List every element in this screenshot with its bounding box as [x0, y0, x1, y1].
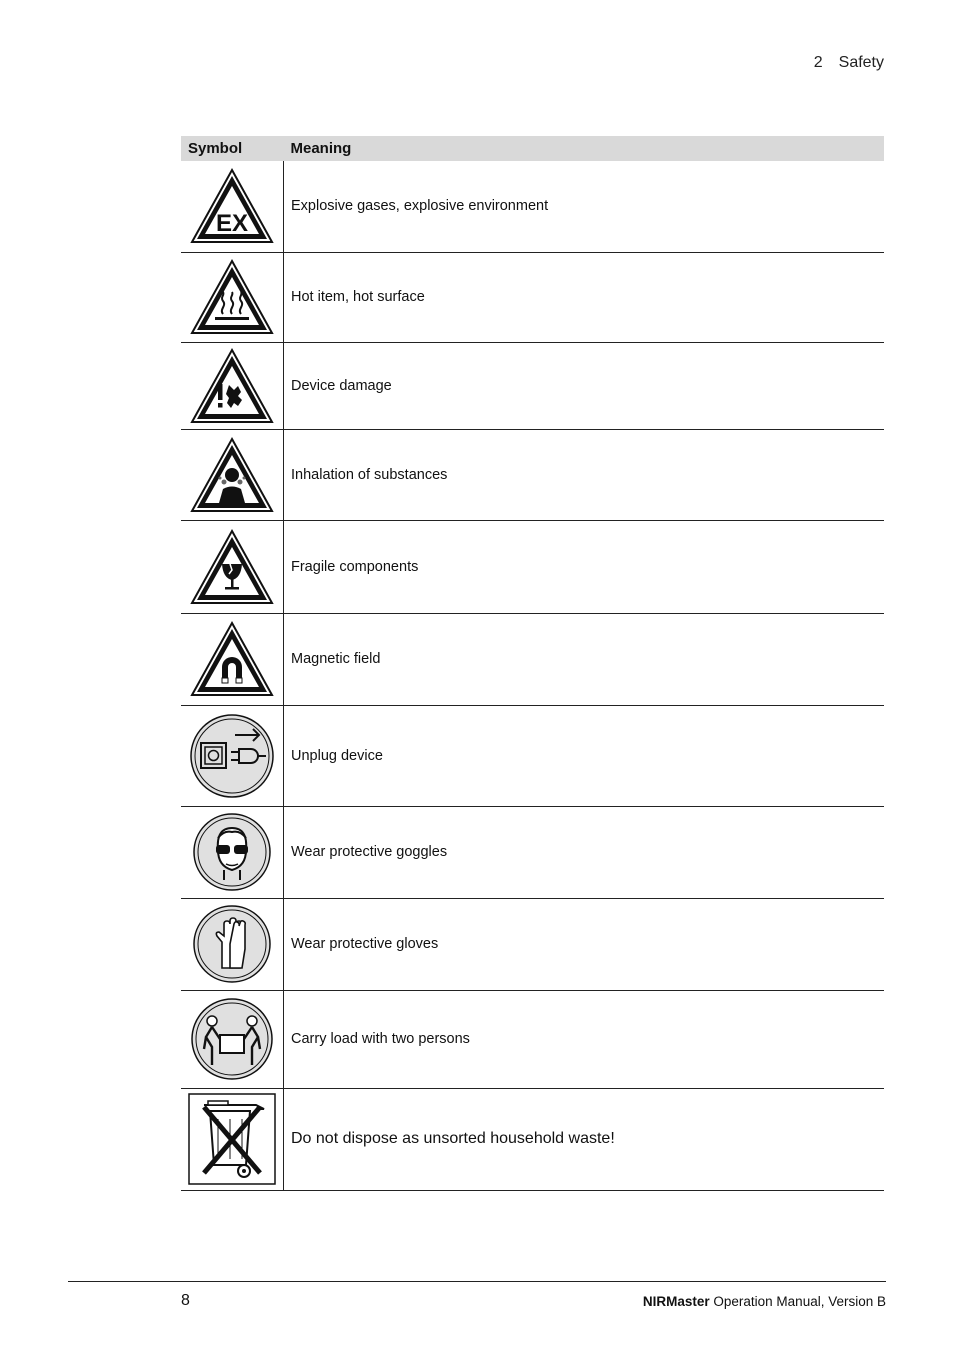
- meaning-cell: Carry load with two persons: [284, 990, 885, 1088]
- table-row: [181, 705, 884, 806]
- table-row: [181, 252, 884, 342]
- column-header-symbol: Symbol: [181, 136, 284, 161]
- table-header-row: [181, 136, 884, 161]
- page-number: 8: [181, 1292, 190, 1309]
- symbol-cell: [181, 342, 284, 429]
- table-row: [181, 161, 884, 252]
- meaning-cell: Hot item, hot surface: [284, 252, 885, 342]
- explosive-atmosphere-icon: [189, 167, 275, 245]
- symbol-cell: [181, 990, 284, 1088]
- meaning-cell: Unplug device: [284, 705, 885, 806]
- symbol-cell: [181, 898, 284, 990]
- symbol-cell: [181, 1088, 284, 1190]
- crossed-bin-icon: [188, 1093, 276, 1185]
- meaning-cell: Device damage: [284, 342, 885, 429]
- two-person-lift-icon: [190, 997, 274, 1081]
- meaning-cell: Wear protective goggles: [284, 806, 885, 898]
- doc-title: Operation Manual, Version B: [709, 1294, 886, 1309]
- footer-rule: [68, 1281, 886, 1282]
- table-row: [181, 429, 884, 520]
- inhalation-icon: [189, 436, 275, 514]
- section-number: 2: [813, 54, 823, 71]
- section-title: Safety: [838, 54, 884, 71]
- symbol-cell: [181, 520, 284, 613]
- meaning-cell: Do not dispose as unsorted household waste!: [284, 1088, 885, 1190]
- symbol-cell: [181, 705, 284, 806]
- fragile-icon: [189, 528, 275, 606]
- footer-doc-title: [643, 1294, 886, 1309]
- magnetic-field-icon: [189, 620, 275, 698]
- svg-text:EX: EX: [215, 210, 249, 238]
- hot-surface-icon: [189, 258, 275, 336]
- goggles-icon: [192, 812, 272, 892]
- symbol-cell: [181, 252, 284, 342]
- table-row: [181, 520, 884, 613]
- gloves-icon: [192, 904, 272, 984]
- meaning-cell: Fragile components: [284, 520, 885, 613]
- symbol-cell: [181, 429, 284, 520]
- symbol-cell: [181, 806, 284, 898]
- table-row: [181, 342, 884, 429]
- meaning-cell: Wear protective gloves: [284, 898, 885, 990]
- meaning-cell: Inhalation of substances: [284, 429, 885, 520]
- table-row: [181, 898, 884, 990]
- device-damage-icon: [189, 347, 275, 425]
- meaning-cell: Explosive gases, explosive environment: [284, 161, 885, 252]
- meaning-cell: Magnetic field: [284, 613, 885, 705]
- column-header-meaning: Meaning: [284, 136, 885, 161]
- unplug-icon: [189, 713, 275, 799]
- table-row: [181, 613, 884, 705]
- table-row: [181, 806, 884, 898]
- symbol-cell: [181, 161, 284, 252]
- table-row: [181, 1088, 884, 1190]
- symbol-cell: [181, 613, 284, 705]
- symbol-table: [181, 136, 884, 1191]
- running-header: [814, 54, 884, 72]
- product-name: NIRMaster: [642, 1294, 710, 1309]
- table-row: [181, 990, 884, 1088]
